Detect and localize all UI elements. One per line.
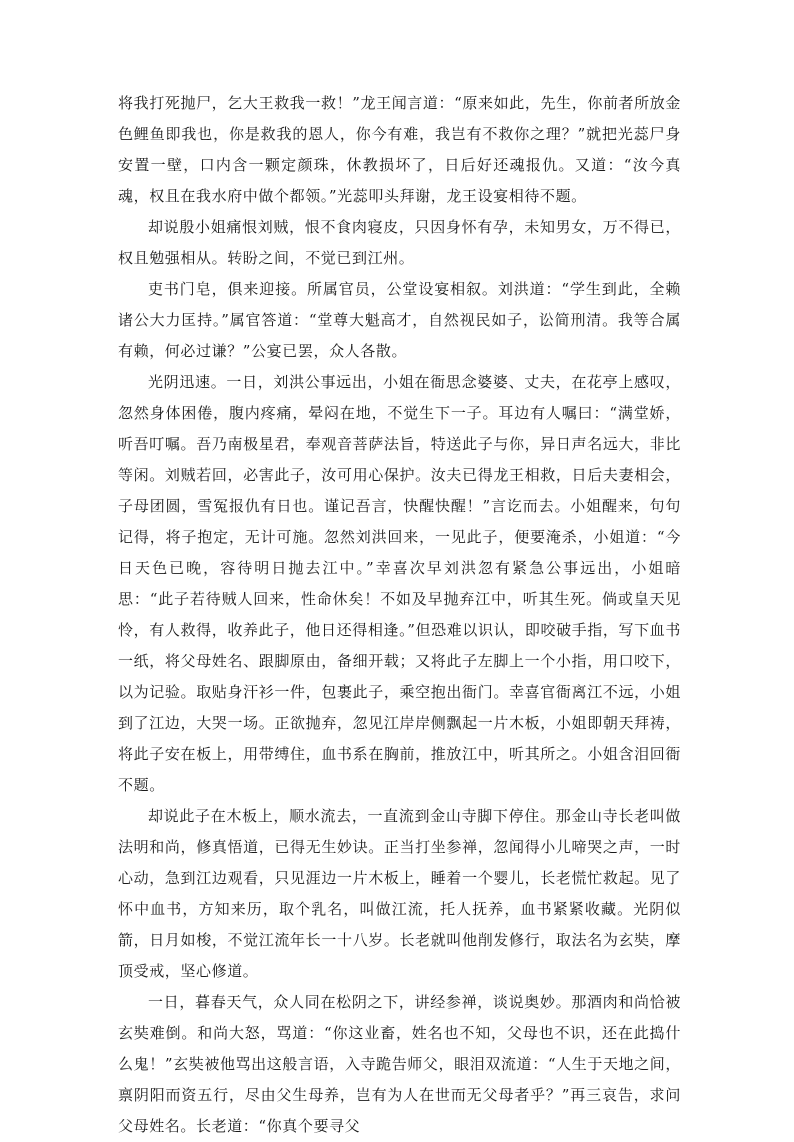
document-body: [118, 88, 681, 1142]
paragraph-1: 将我打死抛尸，乞大王救我一救！”龙王闻言道：“原来如此，先生，你前者所放金色鲤鱼即我也，你是救我的恩人，你今有难，我岂有不救你之理？”就把光蕊尸身安置一壁，口内含一颗定颜珠，休教损坏了，日后好还魂报仇。又道：“汝今真魂，权且在我水府中做个都领。”光蕊叩头拜谢，龙王设宴相待不题。: [118, 94, 681, 205]
paragraph-6: 一日，暮春天气，众人同在松阴之下，讲经参禅，谈说奥妙。那酒肉和尚恰被玄奘难倒。和尚大怒，骂道：“你这业畜，姓名也不知，父母也不识，还在此捣什么鬼！”玄奘被他骂出这般言语，入寺跪告师父，眼泪双流道：“人生于天地之间，禀阴阳而资五行，尽由父生母养，岂有为人在世而无父母者乎？”再三哀告，求问父母姓名。长老道：“你真个要寻父: [118, 993, 681, 1135]
paragraph-4: 光阴迅速。一日，刘洪公事远出，小姐在衙思念婆婆、丈夫，在花亭上感叹，忽然身体困倦，腹内疼痛，晕闷在地，不觉生下一子。耳边有人嘱曰：“满堂娇，听吾叮嘱。吾乃南极星君，奉观音菩萨法旨，特送此子与你，异日声名远大，非比等闲。刘贼若回，必害此子，汝可用心保护。汝夫已得龙王相救，日后夫妻相会，子母团圆，雪冤报仇有日也。谨记吾言，快醒快醒！”言讫而去。小姐醒来，句句记得，将子抱定，无计可施。忽然刘洪回来，一见此子，便要淹杀，小姐道：“今日天色已晚，容待明日抛去江中。”幸喜次早刘洪忽有紧急公事远出，小姐暗思：“此子若待贼人回来，性命休矣！不如及早抛弃江中，听其生死。倘或皇天见怜，有人救得，收养此子，他日还得相逢。”但恐难以识认，即咬破手指，写下血书一纸，将父母姓名、跟脚原由，备细开载；又将此子左脚上一个小指，用口咬下，以为记验。取贴身汗衫一件，包裹此子，乘空抱出衙门。幸喜官衙离江不远，小姐到了江边，大哭一场。正欲抛弃，忽见江岸岸侧飘起一片木板，小姐即朝天拜祷，将此子安在板上，用带缚住，血书系在胸前，推放江中，听其所之。小姐含泪回衙不题。: [118, 373, 681, 794]
paragraph-3: 吏书门皂，俱来迎接。所属官员，公堂设宴相叙。刘洪道：“学生到此，全赖诸公大力匡持。”属官答道：“堂尊大魁高才，自然视民如子，讼简刑清。我等合属有赖，何必过谦？”公宴已罢，众人各散。: [118, 280, 681, 360]
paragraph-2: 却说殷小姐痛恨刘贼，恨不食肉寝皮，只因身怀有孕，未知男女，万不得已，权且勉强相从。转盼之间，不觉已到江州。: [118, 218, 681, 267]
paragraph-5: 却说此子在木板上，顺水流去，一直流到金山寺脚下停住。那金山寺长老叫做法明和尚，修真悟道，已得无生妙诀。正当打坐参禅，忽闻得小儿啼哭之声，一时心动，急到江边观看，只见涯边一片木板上，睡着一个婴儿，长老慌忙救起。见了怀中血书，方知来历，取个乳名，叫做江流，托人抚养，血书紧紧收藏。光阴似箭，日月如梭，不觉江流年长一十八岁。长老就叫他削发修行，取法名为玄奘，摩顶受戒，坚心修道。: [118, 807, 681, 980]
